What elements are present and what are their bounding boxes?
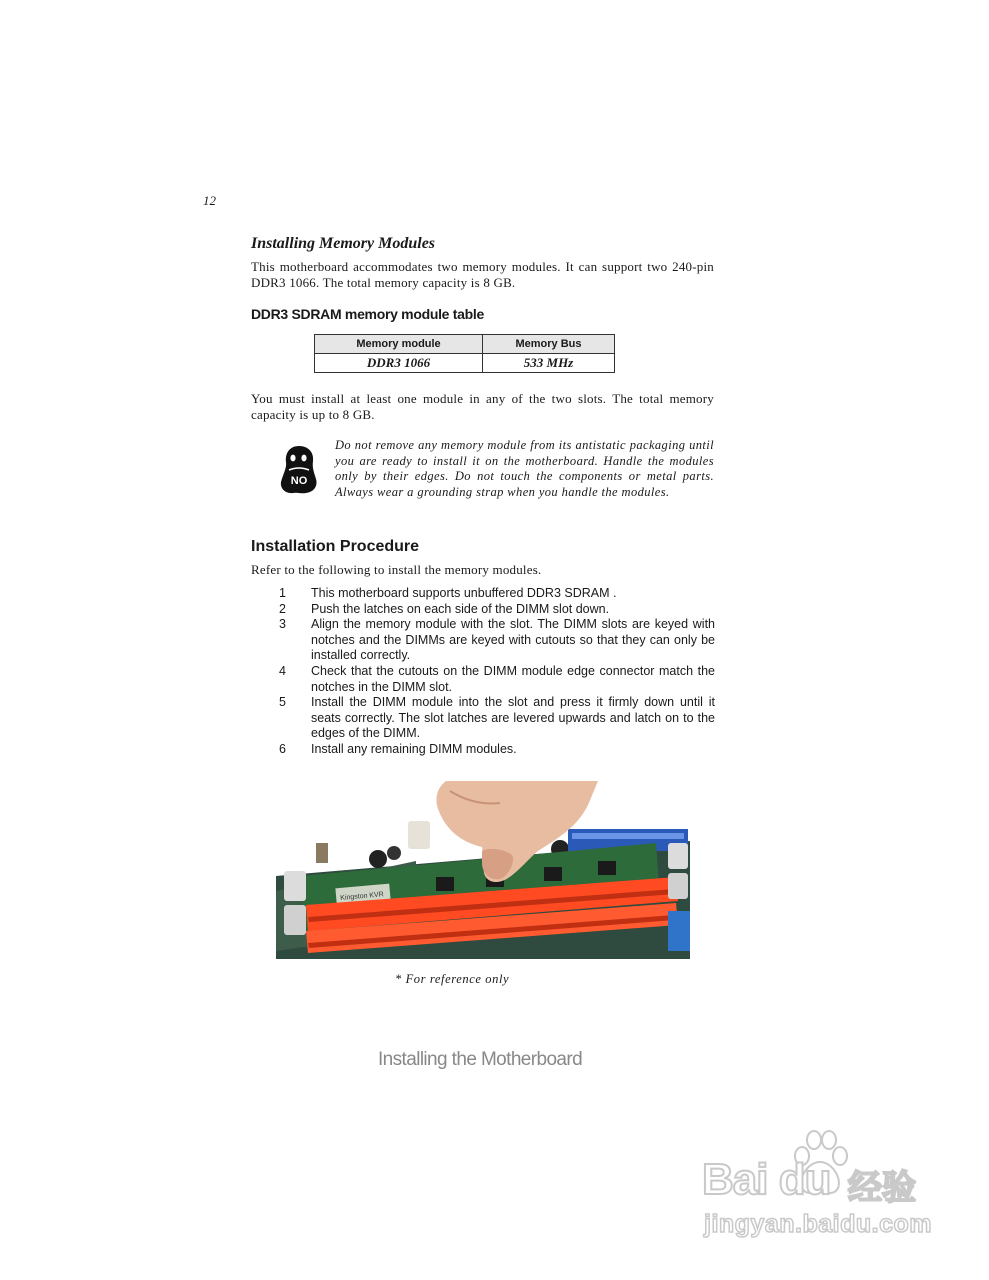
table-cell: 533 MHz [483, 354, 615, 373]
procedure-steps [279, 586, 715, 758]
procedure-title: Installation Procedure [251, 538, 420, 555]
caution-icon-label: NO [290, 475, 308, 487]
step-text: Install any remaining DIMM modules. [311, 741, 517, 756]
table-header-cell: Memory Bus [483, 335, 615, 354]
table-header-row [315, 335, 615, 354]
table-cell: DDR3 1066 [315, 354, 483, 373]
dimm-label: Kingston KVR [340, 891, 385, 902]
step-number: 4 [279, 663, 286, 678]
table-row [315, 354, 615, 373]
chapter-footer: Installing the Motherboard [378, 1049, 583, 1070]
list-item [279, 586, 715, 602]
memory-module-table [314, 334, 615, 373]
caution-note: Do not remove any memory module from its antistatic packaging until you are ready to install it on the motherboard. Handle the modules only by their edges. Do not touch the components or metal parts. Always wear a grounding strap when you handle the modules. [335, 438, 714, 499]
baidu-watermark [700, 1130, 940, 1250]
step-text: Check that the cutouts on the DIMM module edge connector match the notches in the DIMM slot. [311, 663, 715, 694]
caution-icon [279, 444, 319, 496]
step-number: 3 [279, 617, 286, 632]
watermark-brand: Bai du [702, 1155, 831, 1204]
table-header-cell: Memory module [315, 335, 483, 354]
intro-paragraph: This motherboard accommodates two memory modules. It can support two 240-pin DDR3 1066. The total memory capacity is 8 GB. [251, 259, 714, 290]
section-title: Installing Memory Modules [251, 235, 436, 252]
install-note-paragraph: You must install at least one module in any of the two slots. The total memory capacity is up to 8 GB. [251, 391, 714, 422]
list-item [279, 617, 715, 664]
table-title: DDR3 SDRAM memory module table [251, 306, 484, 322]
step-text: Align the memory module with the slot. The DIMM slots are keyed with notches and the DIMMs are keyed with cutouts so that they can only be installed correctly. [311, 617, 715, 663]
list-item [279, 695, 715, 742]
photo-caption: * For reference only [395, 972, 510, 986]
step-text: This motherboard supports unbuffered DDR3 SDRAM . [311, 586, 617, 600]
list-item [279, 602, 715, 618]
procedure-intro: Refer to the following to install the memory modules. [251, 562, 542, 577]
step-number: 6 [279, 741, 286, 756]
step-text: Install the DIMM module into the slot and press it firmly down until it seats correctly. The slot latches are levered upwards and latch on to the edges of the DIMM. [311, 695, 715, 741]
memory-install-photo [276, 781, 690, 959]
list-item [279, 664, 715, 695]
step-number: 1 [279, 586, 286, 600]
step-number: 2 [279, 601, 286, 616]
step-text: Push the latches on each side of the DIMM slot down. [311, 601, 610, 616]
watermark-cn: 经验 [848, 1169, 916, 1207]
watermark-url: jingyan.baidu.com [704, 1210, 932, 1238]
step-number: 5 [279, 695, 286, 710]
page-number: 12 [203, 193, 216, 208]
list-item [279, 742, 715, 758]
